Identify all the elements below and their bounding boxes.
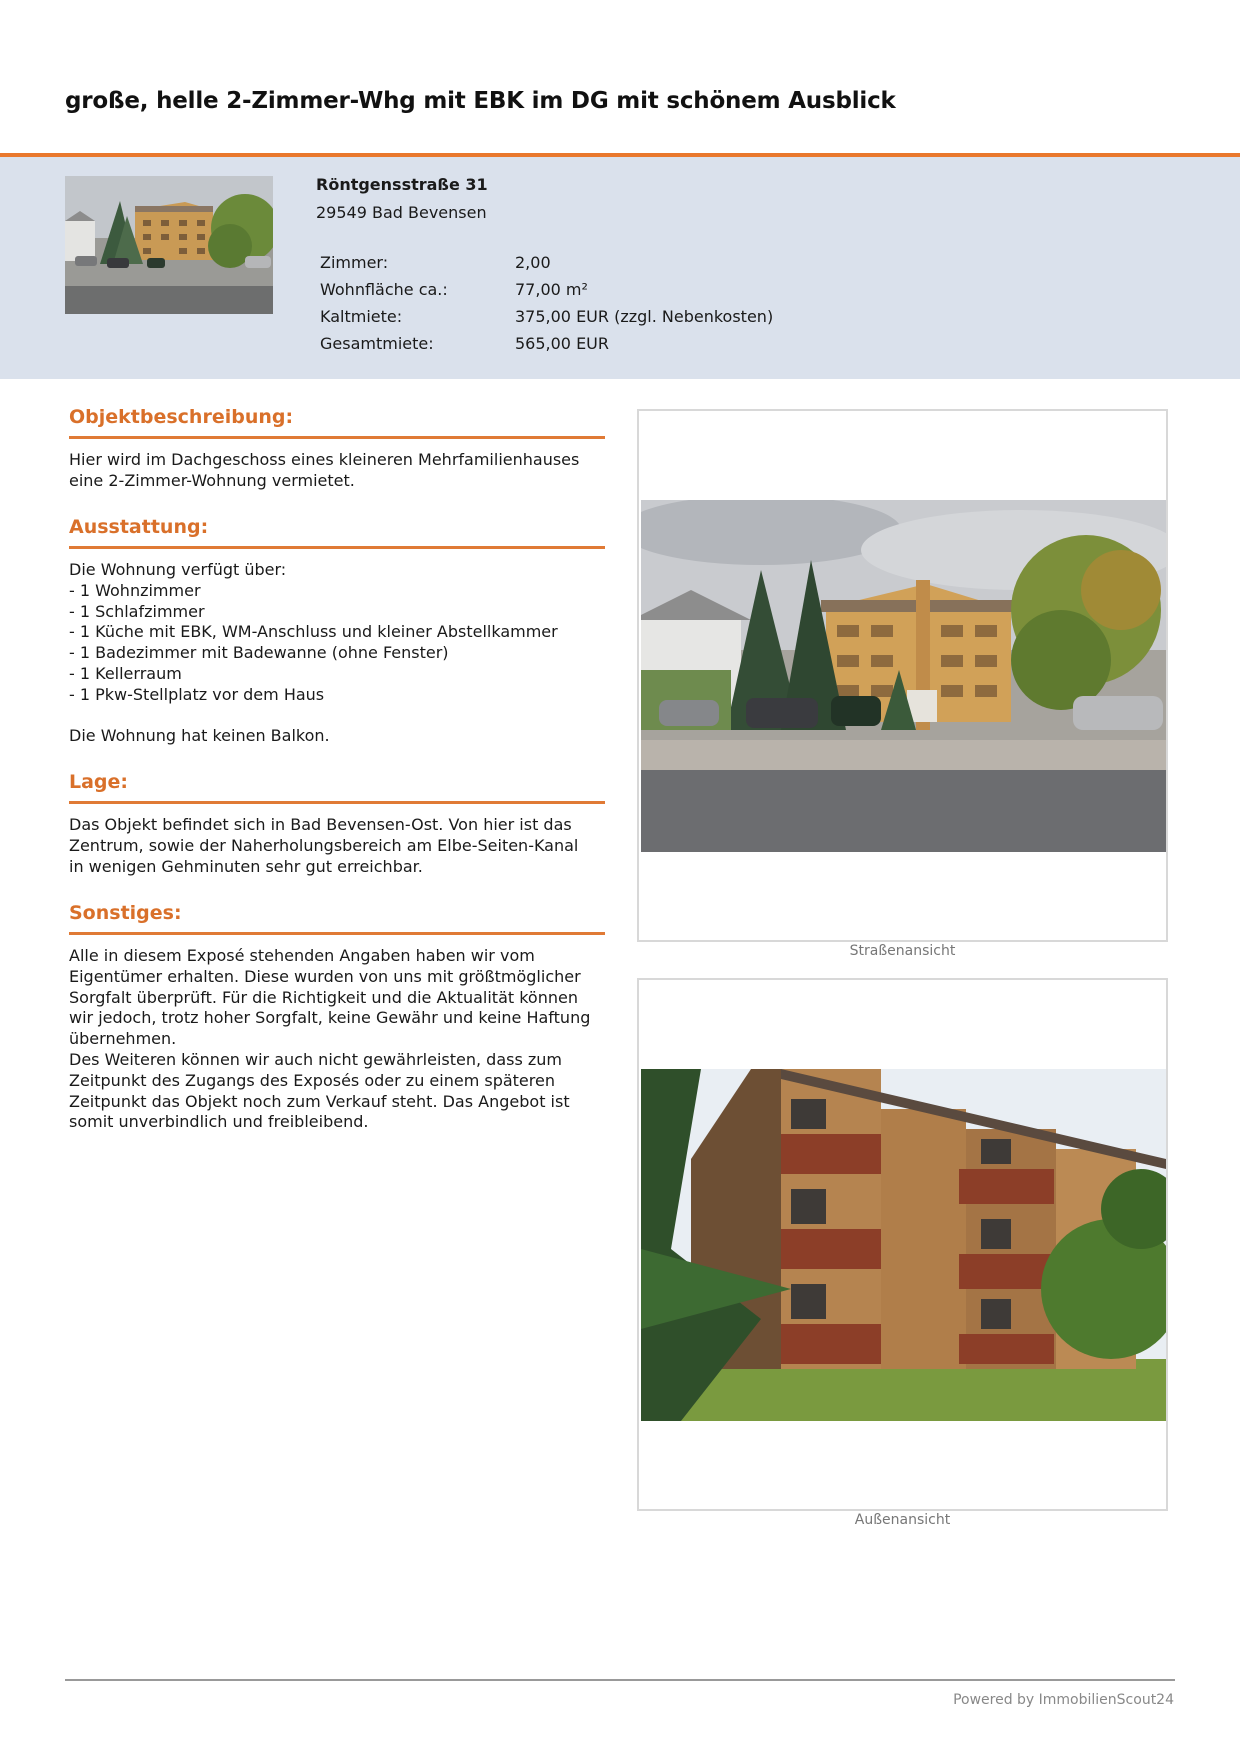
fact-row-rooms	[320, 253, 773, 280]
fact-row-cold-rent	[320, 307, 773, 334]
section-body: Die Wohnung verfügt über: - 1 Wohnzimmer - 1 Schlafzimmer - 1 Küche mit EBK, WM-Anschluss und kleiner Abstellkammer - 1 Badezimmer mit Badewanne (ohne Fenster) - 1 Kellerraum - 1 Pkw-Stellplatz vor dem Haus Die Wohnung hat keinen Balkon.	[69, 560, 558, 746]
fact-value: 565,00 EUR	[515, 334, 610, 353]
fact-row-living-area	[320, 280, 773, 307]
street-view-image	[641, 500, 1166, 852]
section-body: Das Objekt befindet sich in Bad Bevensen-Ost. Von hier ist das Zentrum, sowie der Naherholungsbereich am Elbe-Seiten-Kanal in wenigen Gehminuten sehr gut erreichbar.	[69, 815, 579, 876]
section-heading: Ausstattung:	[69, 516, 605, 549]
section-misc	[69, 902, 605, 1133]
fact-label: Kaltmiete:	[320, 307, 403, 326]
address-city: 29549 Bad Bevensen	[316, 203, 487, 222]
section-heading: Objektbeschreibung:	[69, 406, 605, 439]
section-features	[69, 516, 605, 747]
fact-label: Zimmer:	[320, 253, 389, 272]
photo-street-view[interactable]	[637, 409, 1168, 942]
fact-value: 77,00 m²	[515, 280, 588, 299]
fact-label: Gesamtmiete:	[320, 334, 434, 353]
section-body: Alle in diesem Exposé stehenden Angaben haben wir vom Eigentümer erhalten. Diese wurden von uns mit größtmöglicher Sorgfalt überprüft. Für die Richtigkeit und die Aktualität können wir jedoch, trotz hoher Sorgfalt, keine Gewähr und keine Haftung übernehmen. Des Weiteren können wir auch nicht gewährleisten, dass zum Zeitpunkt des Zugangs des Exposés oder zu einem späteren Zeitpunkt das Objekt noch zum Verkauf steht. Das Angebot ist somit unverbindlich und freibleibend.	[69, 946, 591, 1132]
photo-caption: Außenansicht	[854, 1512, 951, 1528]
section-location	[69, 771, 605, 877]
section-heading: Sonstiges:	[69, 902, 605, 935]
section-body: Hier wird im Dachgeschoss eines kleineren Mehrfamilienhauses eine 2-Zimmer-Wohnung vermietet.	[69, 450, 580, 490]
exterior-view-image	[641, 1069, 1166, 1421]
address-street: Röntgensstraße 31	[316, 175, 488, 194]
footer-credit: Powered by ImmobilienScout24	[953, 1692, 1174, 1708]
section-description	[69, 406, 605, 492]
thumbnail-photo[interactable]	[65, 176, 273, 314]
listing-title: große, helle 2-Zimmer-Whg mit EBK im DG mit schönem Ausblick	[65, 88, 896, 114]
photo-exterior-view[interactable]	[637, 978, 1168, 1511]
fact-value: 375,00 EUR (zzgl. Nebenkosten)	[515, 307, 774, 326]
fact-value: 2,00	[515, 253, 551, 272]
facts-table	[320, 253, 773, 361]
fact-row-total-rent	[320, 334, 773, 361]
footer-divider	[65, 1679, 1175, 1681]
summary-panel	[0, 157, 1240, 379]
photo-caption: Straßenansicht	[849, 943, 956, 959]
fact-label: Wohnfläche ca.:	[320, 280, 448, 299]
section-heading: Lage:	[69, 771, 605, 804]
